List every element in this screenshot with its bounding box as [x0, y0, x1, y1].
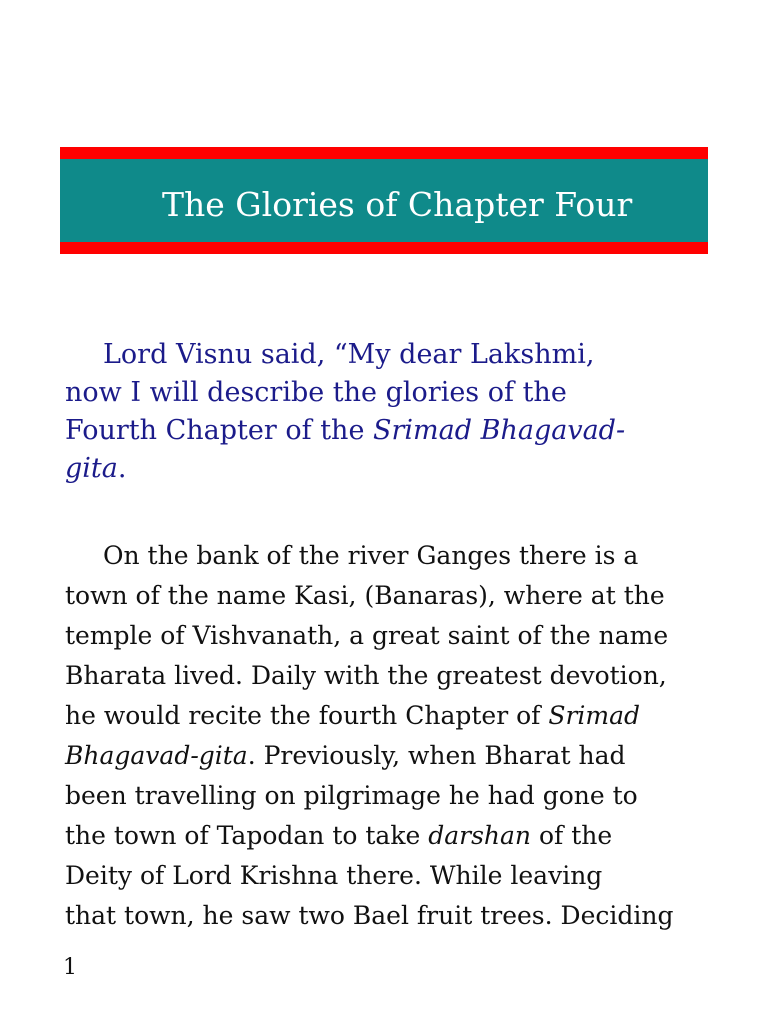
intro-italic-text: gita: [65, 453, 118, 484]
body-line: [65, 696, 715, 736]
body-line: [65, 656, 715, 696]
body-italic-text: darshan: [428, 821, 532, 850]
body-text: of the: [531, 821, 613, 850]
intro-line: [65, 374, 715, 412]
body-line: [65, 816, 715, 856]
body-text: he would recite the fourth Chapter of: [65, 701, 549, 730]
body-paragraph: [65, 536, 715, 936]
body-text: . Previously, when Bharat had: [247, 741, 626, 770]
intro-line: [65, 336, 715, 374]
body-line: [65, 896, 715, 936]
intro-text: now I will describe the glories of the: [65, 377, 567, 408]
chapter-title: The Glories of Chapter Four: [162, 185, 633, 224]
body-italic-text: Bhagavad-gita: [65, 741, 248, 770]
intro-line: [65, 450, 715, 488]
intro-paragraph: [65, 336, 715, 488]
chapter-banner: [60, 147, 708, 254]
intro-italic-text: Srimad Bhagavad-: [373, 415, 626, 446]
intro-line: [65, 412, 715, 450]
body-text: On the bank of the river Ganges there is a: [103, 541, 639, 570]
body-text: temple of Vishvanath, a great saint of the name: [65, 621, 669, 650]
body-line: [65, 736, 715, 776]
body-line: [65, 576, 715, 616]
body-line: [65, 776, 715, 816]
body-line: [65, 856, 715, 896]
body-text: been travelling on pilgrimage he had gone to: [65, 781, 638, 810]
body-text: Bharata lived. Daily with the greatest devotion,: [65, 661, 667, 690]
body-text: the town of Tapodan to take: [65, 821, 429, 850]
body-italic-text: Srimad: [548, 701, 641, 730]
page-number: 1: [63, 955, 77, 980]
intro-text: .: [117, 453, 127, 484]
intro-text: Lord Visnu said, “My dear Lakshmi,: [103, 339, 595, 370]
body-text: that town, he saw two Bael fruit trees. Deciding: [65, 901, 674, 930]
body-line: [65, 616, 715, 656]
body-text: town of the name Kasi, (Banaras), where at the: [65, 581, 665, 610]
body-line: [65, 536, 715, 576]
intro-text: Fourth Chapter of the: [65, 415, 374, 446]
body-text: Deity of Lord Krishna there. While leaving: [65, 861, 603, 890]
